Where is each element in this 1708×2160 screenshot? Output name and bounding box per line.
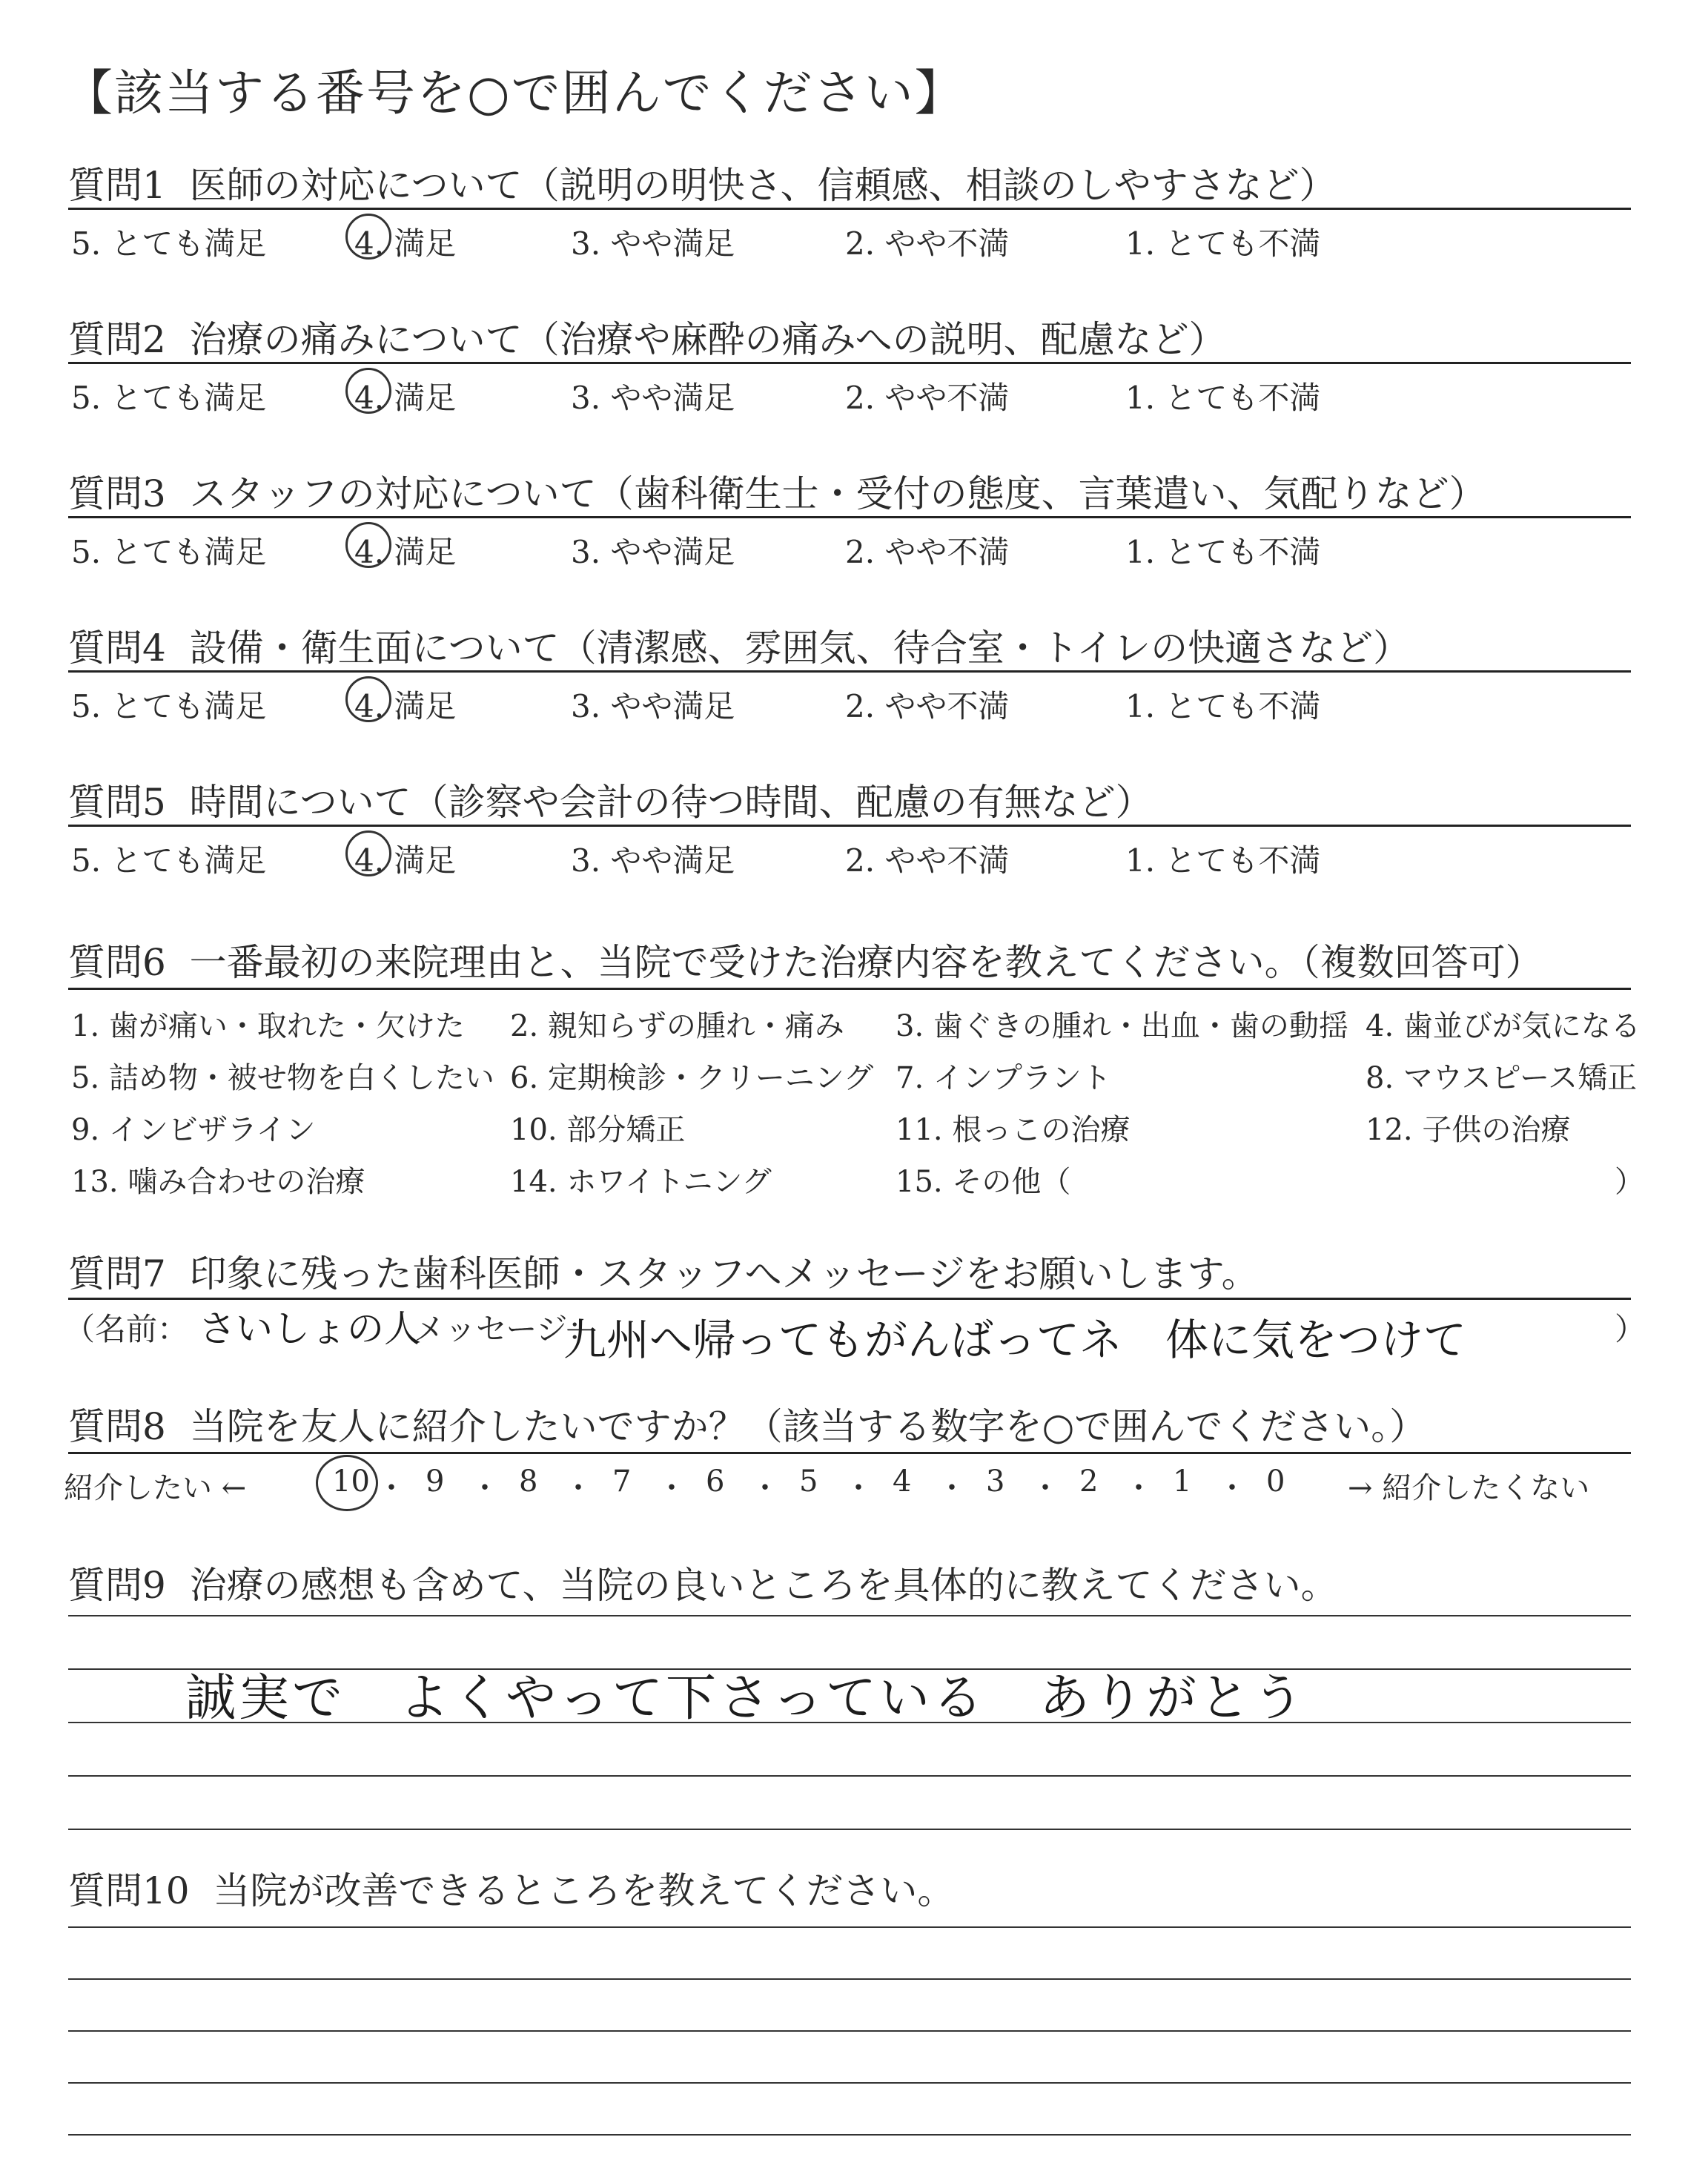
q3-option-3[interactable]: 3. やや満足 xyxy=(571,534,735,570)
q3-option-2[interactable]: 2. やや不満 xyxy=(845,534,1010,570)
q6-option-3[interactable]: 3. 歯ぐきの腫れ・出血・歯の動揺 xyxy=(896,1009,1348,1043)
q8-scale-9[interactable]: 9 xyxy=(426,1464,445,1499)
q7-heading xyxy=(68,1244,1259,1298)
q4-option-2[interactable]: 2. やや不満 xyxy=(845,688,1010,724)
q5-option-5[interactable]: 5. とても満足 xyxy=(71,842,267,879)
q8-scale-5[interactable]: 5 xyxy=(799,1464,818,1499)
q6-option-11[interactable]: 11. 根っこの治療 xyxy=(896,1113,1131,1147)
q8-heading xyxy=(68,1397,1426,1450)
q5-option-4[interactable]: 4. 満足 xyxy=(354,842,457,879)
q8-scale-0[interactable]: 0 xyxy=(1266,1464,1285,1499)
q9-label: 質問9 xyxy=(68,1564,166,1607)
q1-text: 医師の対応について（説明の明快さ、信頼感、相談のしやすさなど） xyxy=(189,164,1337,207)
q1-option-5[interactable]: 5. とても満足 xyxy=(71,225,267,262)
q2-option-4[interactable]: 4. 満足 xyxy=(354,380,457,416)
q8-separator: ・ xyxy=(563,1471,593,1505)
q8-separator: ・ xyxy=(1030,1471,1060,1505)
q7-message-label: メッセージ： xyxy=(414,1311,599,1347)
q9-text: 治療の感想も含めて、当院の良いところを具体的に教えてください。 xyxy=(189,1564,1338,1607)
q9-line-5 xyxy=(68,1829,1631,1830)
q10-heading xyxy=(68,1861,954,1915)
q2-option-3[interactable]: 3. やや満足 xyxy=(571,380,735,416)
q2-rule xyxy=(68,362,1631,364)
q6-rule xyxy=(68,988,1631,990)
q1-label: 質問1 xyxy=(68,164,166,207)
q8-text: 当院を友人に紹介したいですか？（該当する数字を○で囲んでください。） xyxy=(189,1405,1427,1448)
q10-text: 当院が改善できるところを教えてください。 xyxy=(213,1869,955,1912)
q6-option-14[interactable]: 14. ホワイトニング xyxy=(510,1165,772,1199)
q7-name-label: （名前： xyxy=(64,1311,189,1347)
q8-separator: ・ xyxy=(750,1471,780,1505)
q6-option-13[interactable]: 13. 噛み合わせの治療 xyxy=(71,1165,365,1199)
q3-option-1[interactable]: 1. とても不満 xyxy=(1125,534,1321,570)
q4-option-1[interactable]: 1. とても不満 xyxy=(1125,688,1321,724)
q3-text: スタッフの対応について（歯科衛生士・受付の態度、言葉遣い、気配りなど） xyxy=(189,472,1486,515)
q10-label: 質問10 xyxy=(68,1869,190,1912)
q8-selection-circle xyxy=(316,1455,378,1511)
q3-rule xyxy=(68,516,1631,518)
q2-option-5[interactable]: 5. とても満足 xyxy=(71,380,267,416)
q8-separator: ・ xyxy=(470,1471,500,1505)
q8-separator: ・ xyxy=(377,1471,406,1505)
q6-option-4[interactable]: 4. 歯並びが気になる xyxy=(1366,1009,1641,1043)
q5-rule xyxy=(68,825,1631,827)
q10-line-4 xyxy=(68,2082,1631,2084)
q4-option-5[interactable]: 5. とても満足 xyxy=(71,688,267,724)
q8-scale-1[interactable]: 1 xyxy=(1173,1464,1192,1499)
q6-option-10[interactable]: 10. 部分矯正 xyxy=(510,1113,686,1147)
q1-selection-circle xyxy=(345,214,391,260)
q6-option-1[interactable]: 1. 歯が痛い・取れた・欠けた xyxy=(71,1009,465,1043)
q9-answer[interactable]: 誠実で よくやって下さっている ありがとう xyxy=(185,1669,1307,1728)
q10-line-1 xyxy=(68,1926,1631,1928)
q8-separator: ・ xyxy=(657,1471,686,1505)
q4-text: 設備・衛生面について（清潔感、雰囲気、待合室・トイレの快適さなど） xyxy=(189,627,1411,670)
q2-option-2[interactable]: 2. やや不満 xyxy=(845,380,1010,416)
q8-label: 質問8 xyxy=(68,1405,166,1448)
q2-option-1[interactable]: 1. とても不満 xyxy=(1125,380,1321,416)
q1-heading xyxy=(68,156,1337,209)
q5-option-3[interactable]: 3. やや満足 xyxy=(571,842,735,879)
q1-option-1[interactable]: 1. とても不満 xyxy=(1125,225,1321,262)
q7-text: 印象に残った歯科医師・スタッフへメッセージをお願いします。 xyxy=(189,1252,1259,1295)
q2-text: 治療の痛みについて（治療や麻酔の痛みへの説明、配慮など） xyxy=(189,318,1226,361)
q10-line-3 xyxy=(68,2030,1631,2032)
q2-label: 質問2 xyxy=(68,318,166,361)
q6-option-12[interactable]: 12. 子供の治療 xyxy=(1366,1113,1571,1147)
q2-selection-circle xyxy=(345,368,391,414)
q8-scale-8[interactable]: 8 xyxy=(519,1464,538,1499)
q3-label: 質問3 xyxy=(68,472,166,515)
q9-line-1 xyxy=(68,1615,1631,1616)
q8-scale-10[interactable]: 10 xyxy=(332,1464,370,1499)
q3-option-5[interactable]: 5. とても満足 xyxy=(71,534,267,570)
q5-option-1[interactable]: 1. とても不満 xyxy=(1125,842,1321,879)
q2-heading xyxy=(68,310,1226,363)
q7-rule xyxy=(68,1298,1631,1300)
q7-message-value[interactable]: 九州へ帰ってもがんばってネ 体に気をつけて xyxy=(563,1315,1467,1365)
q4-option-4[interactable]: 4. 満足 xyxy=(354,688,457,724)
q8-separator: ・ xyxy=(1217,1471,1247,1505)
q5-option-2[interactable]: 2. やや不満 xyxy=(845,842,1010,879)
q6-option-15[interactable]: 15. その他（ xyxy=(896,1165,1071,1199)
q1-option-2[interactable]: 2. やや不満 xyxy=(845,225,1010,262)
q1-option-3[interactable]: 3. やや満足 xyxy=(571,225,735,262)
q5-label: 質問5 xyxy=(68,781,166,824)
q8-scale-3[interactable]: 3 xyxy=(986,1464,1005,1499)
q6-option-7[interactable]: 7. インプラント xyxy=(896,1061,1111,1095)
q10-line-5 xyxy=(68,2134,1631,2136)
q8-rule xyxy=(68,1452,1631,1454)
q6-option-2[interactable]: 2. 親知らずの腫れ・痛み xyxy=(510,1009,844,1043)
q8-right-label: → 紹介したくない xyxy=(1348,1471,1590,1505)
q6-label: 質問6 xyxy=(68,941,166,984)
q5-text: 時間について（診察や会計の待つ時間、配慮の有無など） xyxy=(189,781,1153,824)
q7-label: 質問7 xyxy=(68,1252,166,1295)
q5-heading xyxy=(68,773,1153,826)
q10-line-2 xyxy=(68,1978,1631,1980)
q6-heading xyxy=(68,933,1543,986)
q6-option-9[interactable]: 9. インビザライン xyxy=(71,1113,316,1147)
q8-separator: ・ xyxy=(937,1471,967,1505)
q5-selection-circle xyxy=(345,830,391,876)
q4-rule xyxy=(68,670,1631,673)
q6-other-close-paren: ） xyxy=(1615,1165,1644,1199)
q7-name-value[interactable]: さいしょの人 xyxy=(199,1307,421,1350)
q6-option-6[interactable]: 6. 定期検診・クリーニング xyxy=(510,1061,874,1095)
q8-separator: ・ xyxy=(1124,1471,1153,1505)
q3-heading xyxy=(68,464,1486,518)
q6-text: 一番最初の来院理由と、当院で受けた治療内容を教えてください。（複数回答可） xyxy=(189,941,1543,984)
q9-line-4 xyxy=(68,1775,1631,1777)
q8-left-label: 紹介したい ← xyxy=(64,1471,247,1505)
q8-scale-6[interactable]: 6 xyxy=(706,1464,725,1499)
q4-heading xyxy=(68,618,1410,672)
q8-scale-7[interactable]: 7 xyxy=(612,1464,632,1499)
q1-rule xyxy=(68,208,1631,210)
q6-option-5[interactable]: 5. 詰め物・被せ物を白くしたい xyxy=(71,1061,494,1095)
q1-option-4[interactable]: 4. 満足 xyxy=(354,225,457,262)
page-title: 【該当する番号を○で囲んでください】 xyxy=(64,65,965,122)
q4-option-3[interactable]: 3. やや満足 xyxy=(571,688,735,724)
q9-heading xyxy=(68,1556,1338,1609)
q4-selection-circle xyxy=(345,676,391,722)
q3-option-4[interactable]: 4. 満足 xyxy=(354,534,457,570)
q3-selection-circle xyxy=(345,522,391,568)
q6-option-8[interactable]: 8. マウスピース矯正 xyxy=(1366,1061,1638,1095)
q8-scale-2[interactable]: 2 xyxy=(1079,1464,1099,1499)
q8-scale-4[interactable]: 4 xyxy=(893,1464,912,1499)
q8-separator: ・ xyxy=(844,1471,873,1505)
q7-close-paren: ） xyxy=(1615,1311,1646,1347)
q4-label: 質問4 xyxy=(68,627,166,670)
